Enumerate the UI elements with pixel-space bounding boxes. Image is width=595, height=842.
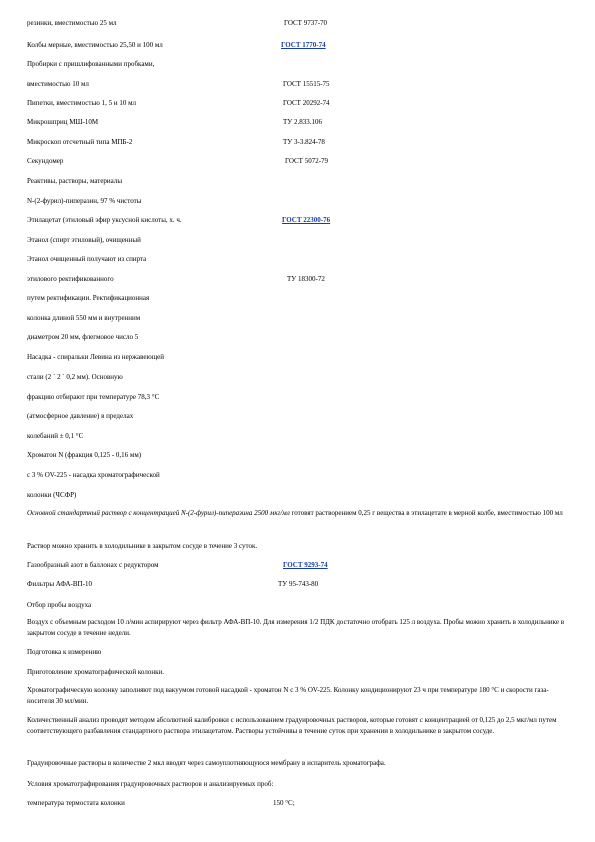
- std-solution-text: готовят растворением 0,25 г вещества в этилацетате в мерной колбе, вместимостью 100 мл: [289, 509, 563, 517]
- filter-row-label: Фильтры АФА-ВП-10: [27, 580, 92, 588]
- standard-ref: ГОСТ 5072-79: [285, 157, 329, 165]
- equipment-row-label: резинки, вместимостью 25 мл: [27, 19, 117, 27]
- equipment-row-label: фракцию отбирают при температуре 78,3 °С: [27, 393, 160, 401]
- equipment-row-label: этилового ректификованного: [27, 275, 114, 283]
- standard-link[interactable]: ГОСТ 1770-74: [281, 41, 326, 49]
- standard-ref: ГОСТ 15515-75: [283, 80, 330, 88]
- gas-standard-link[interactable]: ГОСТ 9293-74: [283, 561, 328, 569]
- equipment-row-label: Этилацетат (этиловый эфир уксусной кислоты, х. ч.: [27, 216, 182, 224]
- injection-text: Градуировочные растворы в количестве 2 мкл вводят через самоуплотняющуюся мембрану в испаритель хроматографа.: [27, 759, 386, 767]
- equipment-row-label: диаметром 20 мм, флегмовое число 5: [27, 333, 139, 341]
- equipment-row-label: путем ректификации. Ректификационная: [27, 294, 150, 302]
- storage-note: Раствор можно хранить в холодильнике в закрытом сосуде в течение 3 суток.: [27, 542, 258, 550]
- equipment-row-label: колебаний ± 0,1 °С: [27, 432, 84, 440]
- column-text: Хроматографическую колонку заполняют под вакуумом готовой насадкой - хроматон N с 3 % OV-225. Колонку кондиционируют 23 ч при температуре 180 °С и скорости газа-носителя 30 мл/мин.: [27, 686, 549, 705]
- equipment-row-label: колонки (ЧСФР): [27, 491, 77, 499]
- standard-ref: ТУ 2.833.106: [283, 118, 322, 126]
- equipment-row-label: Реактивы, растворы, материалы: [27, 177, 123, 185]
- equipment-row-label: Секундомер: [27, 157, 64, 165]
- standard-ref: ГОСТ 20292-74: [283, 99, 330, 107]
- column-heading: Приготовление хроматографической колонки.: [27, 668, 164, 676]
- equipment-row-label: стали (2 ´ 2 ´ 0,2 мм). Основную: [27, 373, 123, 381]
- temp-row-label: температура термостата колонки: [27, 799, 125, 807]
- equipment-row-label: (атмосферное давление) в пределах: [27, 412, 134, 420]
- standard-link[interactable]: ГОСТ 22300-76: [282, 216, 331, 224]
- equipment-row-label: Микрошприц МШ-10М: [27, 118, 99, 126]
- filter-spec: ТУ 95-743-80: [278, 580, 319, 588]
- standard-ref: ТУ 18300-72: [287, 275, 325, 283]
- equipment-row-label: колонка длиной 550 мм и внутренним: [27, 314, 141, 322]
- standard-ref: ТУ 3-3.824-78: [283, 138, 325, 146]
- sampling-heading: Отбор пробы воздуха: [27, 601, 92, 609]
- equipment-row-label: вместимостью 10 мл: [27, 80, 89, 88]
- quant-text: Количественный анализ проводят методом абсолютной калибровки с использованием градуировочных растворов, которые готовят с концентрацией от 0,125 до 2,5 мкг/мл путем соответствующего разбавления стандартного раствора этилацетатом. Растворы устойчивы в течение суток при хранении в холодильнике в закрытом сосуде.: [27, 716, 557, 735]
- equipment-row-label: с 3 % OV-225 - насадка хроматографической: [27, 471, 160, 479]
- equipment-row-label: Этанол очищенный получают из спирта: [27, 255, 147, 263]
- equipment-row-label: Микроскоп отсчетный типа МПБ-2: [27, 138, 133, 146]
- sampling-text: Воздух с объемным расходом 10 л/мин аспирируют через фильтр АФА-ВП-10. Для измерения 1/2 ПДК достаточно отобрать 125 л воздуха. Пробы можно хранить в холодильнике в закрытом сосуде в течение недели.: [27, 618, 565, 637]
- equipment-row-label: Хроматон N (фракция 0,125 - 0,16 мм): [27, 451, 142, 459]
- standard-ref: ГОСТ 9737-70: [284, 19, 328, 27]
- equipment-row-label: Насадка - спиральки Левина из нержавеющей: [27, 353, 164, 361]
- std-solution-paragraph: [27, 508, 567, 519]
- conditions-heading: Условия хроматографирования градуировочных растворов и анализируемых проб:: [27, 780, 274, 788]
- gas-row-label: Газообразный азот в баллонах с редуктором: [27, 561, 159, 569]
- equipment-row-label: Пробирки с пришлифованными пробками,: [27, 60, 155, 68]
- equipment-row-label: Этанол (спирт этиловый), очищенный: [27, 236, 141, 244]
- temp-row-value: 150 °С;: [273, 799, 295, 807]
- equipment-row-label: Колбы мерные, вместимостью 25,50 и 100 мл: [27, 41, 163, 49]
- equipment-row-label: N-(2-фурил)-пиперазин, 97 % чистоты: [27, 197, 142, 205]
- prep-heading: Подготовка к измерению: [27, 648, 102, 656]
- equipment-row-label: Пипетки, вместимостью 1, 5 и 10 мл: [27, 99, 137, 107]
- std-solution-italic: Основной стандартный раствор с концентрацией N-(2-фурил)-пиперазина 2500 мкг/мл: [27, 509, 290, 517]
